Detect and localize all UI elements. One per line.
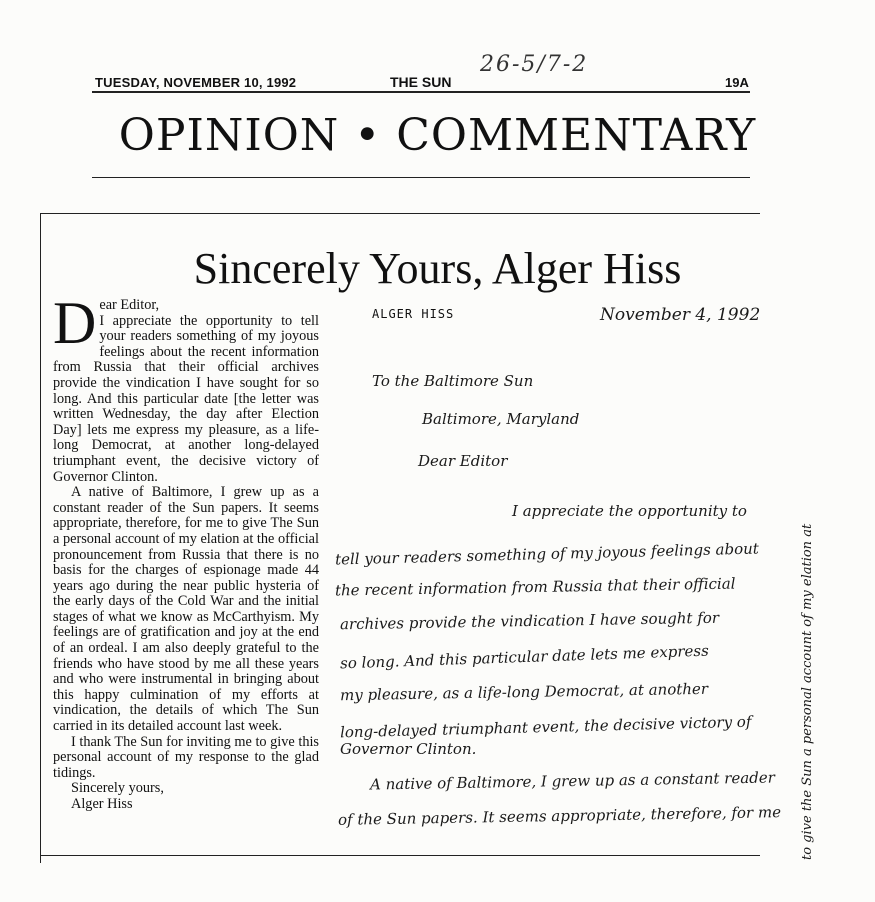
masthead-page-number: 19A (725, 75, 749, 90)
signature: Alger Hiss (71, 796, 133, 812)
clipping-top-rule (40, 213, 760, 214)
section-title: OPINION • COMMENTARY (118, 110, 757, 161)
handwritten-line: archives provide the vindication I have sought for (339, 608, 720, 634)
letter-author: ALGER HISS (372, 307, 455, 321)
clipping-bottom-rule (40, 855, 760, 856)
article-column (53, 290, 319, 813)
handwritten-line: so long. And this particular date lets me express (339, 641, 710, 673)
handwritten-line: Baltimore, Maryland (422, 410, 580, 428)
clipping-left-rule (40, 213, 41, 863)
handwritten-line: I appreciate the opportunity to (512, 502, 747, 520)
handwritten-line: A native of Baltimore, I grew up as a constant reader (369, 768, 776, 794)
paragraph-3: I thank The Sun for inviting me to give this personal account of my response to the glad tidings. (53, 733, 319, 781)
paragraph-1 (53, 290, 319, 485)
handwritten-margin-note: to give the Sun a personal account of my elation at (800, 523, 815, 860)
article-headline: Sincerely Yours, Alger Hiss (193, 244, 682, 293)
masthead-paper-name: THE SUN (390, 74, 452, 90)
paragraph-2: A native of Baltimore, I grew up as a constant reader of the Sun papers. It seems appropriate, therefore, for me to give The Sun a personal account of my elation at the official pronouncement from Russia that there is no basis for the charges of espionage made 44 years ago during the near public hysteria of the early days of the Cold War and the initial stages of what we know as McCarthyism. My feelings are of gratification and joy at the end of an ordeal. I am also deeply grateful to the friends who have stood by me all these years and who were instrumental in bringing about this happy culmination of my efforts at vindication, the details of which The Sun carried in its detailed account last week. (53, 484, 319, 735)
handwritten-line: long-delayed triumphant event, the decisive victory of (339, 712, 752, 742)
masthead-rule (92, 91, 750, 93)
paragraph-1-text: ear Editor, I appreciate the opportunity to tell your readers something of my joyous feelings about the recent information from Russia that their official archives provide the vindication I have sought for so long. And this particular date [the letter was written Wednesday, the day after Election Day] lets me express my pleasure, as a life-long Democrat, at another long-delayed triumphant event, the decisive victory of Governor Clinton. (53, 297, 319, 485)
archive-number: 26-5/7-2 (480, 52, 589, 77)
section-title-rule (92, 177, 750, 178)
handwritten-line: my pleasure, as a life-long Democrat, at another (339, 679, 709, 705)
handwritten-line: the recent information from Russia that their official (334, 574, 736, 600)
closing: Sincerely yours, (71, 780, 164, 797)
masthead-date: TUESDAY, NOVEMBER 10, 1992 (95, 75, 297, 90)
handwritten-line: tell your readers something of my joyous feelings about (334, 539, 760, 569)
handwritten-line: Governor Clinton. (340, 740, 477, 758)
letter-date: November 4, 1992 (600, 305, 761, 325)
handwritten-line: To the Baltimore Sun (372, 372, 534, 390)
handwritten-line: Dear Editor (418, 452, 508, 470)
handwritten-line: of the Sun papers. It seems appropriate, therefore, for me (337, 803, 782, 829)
drop-cap: D (53, 290, 97, 356)
